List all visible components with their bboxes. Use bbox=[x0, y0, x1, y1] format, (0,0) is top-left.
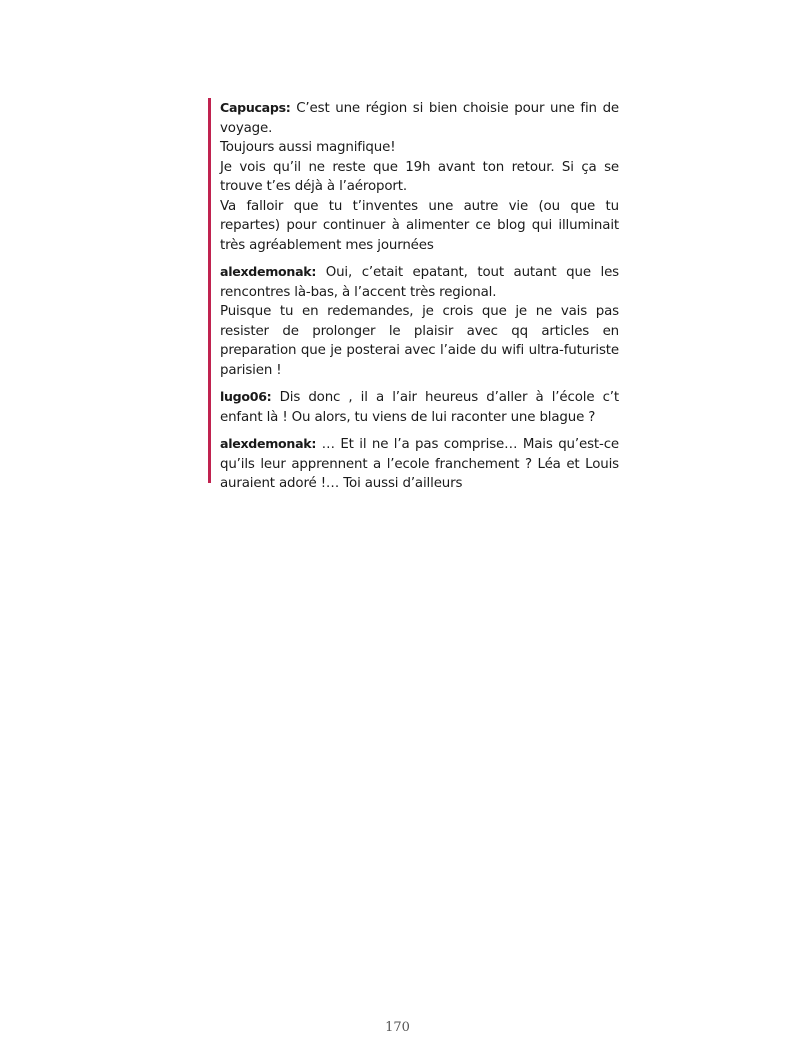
comment-text: … Et il ne l’a pas comprise… Mais qu’est-ce qu’ils leur apprennent a l’ecole franchement ? Léa et Louis auraient adoré !… Toi aussi d’ailleurs bbox=[220, 437, 619, 491]
comment-paragraph: Va falloir que tu t’inventes une autre vie (ou que tu repartes) pour continuer à alimenter ce blog qui illuminait très agréablement mes journées bbox=[220, 198, 619, 253]
comment bbox=[220, 434, 619, 494]
comments-block bbox=[208, 98, 620, 491]
comment bbox=[220, 387, 619, 427]
comment-paragraph bbox=[220, 98, 619, 138]
comment-author: alexdemonak: bbox=[220, 436, 317, 451]
comment-text: Oui, c’etait epatant, tout autant que les rencontres là-bas, à l’accent très regional. bbox=[220, 265, 619, 300]
comment-paragraph bbox=[220, 262, 619, 302]
comment-author: lugo06: bbox=[220, 389, 272, 404]
comment-paragraph bbox=[220, 434, 619, 494]
comment-author: Capucaps: bbox=[220, 100, 291, 115]
comment bbox=[220, 98, 619, 255]
comment-paragraph bbox=[220, 387, 619, 427]
page-number: 170 bbox=[385, 1020, 410, 1035]
comment-paragraph: Je vois qu’il ne reste que 19h avant ton retour. Si ça se trouve t’es déjà à l’aéroport. bbox=[220, 159, 619, 194]
comment-text: C’est une région si bien choisie pour une fin de voyage. bbox=[220, 101, 620, 136]
comment-paragraph: Puisque tu en redemandes, je crois que je ne vais pas resister de prolonger le plaisir avec qq articles en preparation que je posterai avec l’aide du wifi ultra-futuriste parisien ! bbox=[220, 304, 619, 378]
comment-author: alexdemonak: bbox=[220, 264, 317, 279]
comment bbox=[220, 262, 619, 380]
comment-paragraph: Toujours aussi magnifique! bbox=[220, 140, 396, 155]
comment-text: Dis donc , il a l’air heureus d’aller à l’école c’t enfant là ! Ou alors, tu viens de lui raconter une blague ? bbox=[220, 390, 619, 425]
